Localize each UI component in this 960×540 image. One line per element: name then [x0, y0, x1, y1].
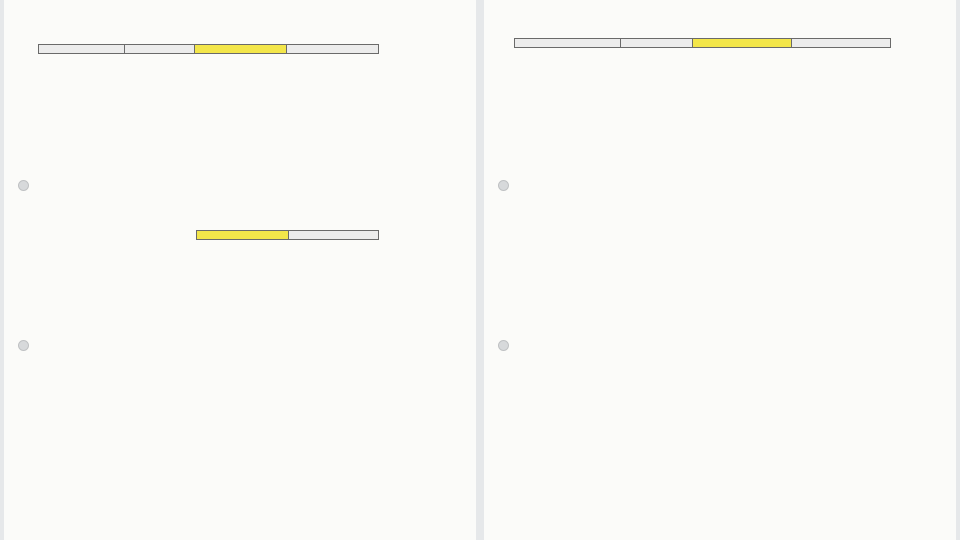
col-header-this-visit [195, 45, 287, 54]
body-measurement-table [38, 44, 379, 54]
report-page-right [484, 0, 956, 540]
col-header-ref [125, 45, 195, 54]
binder-hole [498, 340, 509, 351]
col-header-prev-visit [792, 39, 891, 48]
lung-header-this [196, 231, 288, 240]
col-header-item [515, 39, 621, 48]
report-page-left [4, 0, 476, 540]
col-header-item [39, 45, 125, 54]
col-header-ref [621, 39, 693, 48]
col-header-prev-visit [287, 45, 379, 54]
blank-header [38, 231, 196, 240]
lung-header-prev [288, 231, 378, 240]
binder-hole [18, 340, 29, 351]
blood-test-table [514, 38, 891, 48]
lung-urine-table [38, 230, 379, 240]
col-header-this-visit [693, 39, 792, 48]
binder-hole [498, 180, 509, 191]
binder-hole [18, 180, 29, 191]
